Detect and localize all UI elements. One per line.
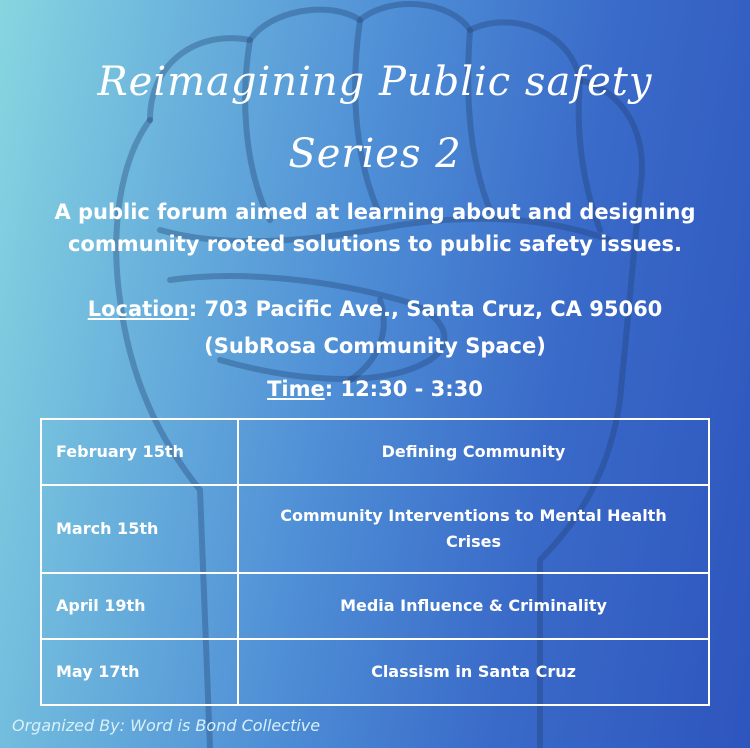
session-topic: Community Interventions to Mental Health Crises <box>238 485 709 573</box>
session-date: February 15th <box>41 419 238 485</box>
session-topic: Defining Community <box>238 419 709 485</box>
location-address: : 703 Pacific Ave., Santa Cruz, CA 95060 <box>188 297 663 321</box>
time-value: : 12:30 - 3:30 <box>324 377 483 401</box>
table-row <box>41 485 709 573</box>
table-row <box>41 419 709 485</box>
location-venue: (SubRosa Community Space) <box>204 334 546 358</box>
schedule-table <box>40 418 710 706</box>
subtitle: A public forum aimed at learning about and designing community rooted solutions to public safety issues. <box>54 200 696 256</box>
session-topic: Media Influence & Criminality <box>238 573 709 639</box>
time-label: Time <box>267 377 325 401</box>
title-line-1: Reimagining Public safety <box>97 59 653 105</box>
organizer-credit: Organized By: Word is Bond Collective <box>12 716 321 735</box>
location-line <box>0 294 750 324</box>
session-date: May 17th <box>41 639 238 705</box>
title-line-2: Series 2 <box>288 131 462 177</box>
location-label: Location <box>87 297 189 321</box>
time-line <box>0 374 750 404</box>
session-topic: Classism in Santa Cruz <box>238 639 709 705</box>
table-row <box>41 639 709 705</box>
table-row <box>41 573 709 639</box>
session-date: March 15th <box>41 485 238 573</box>
session-date: April 19th <box>41 573 238 639</box>
